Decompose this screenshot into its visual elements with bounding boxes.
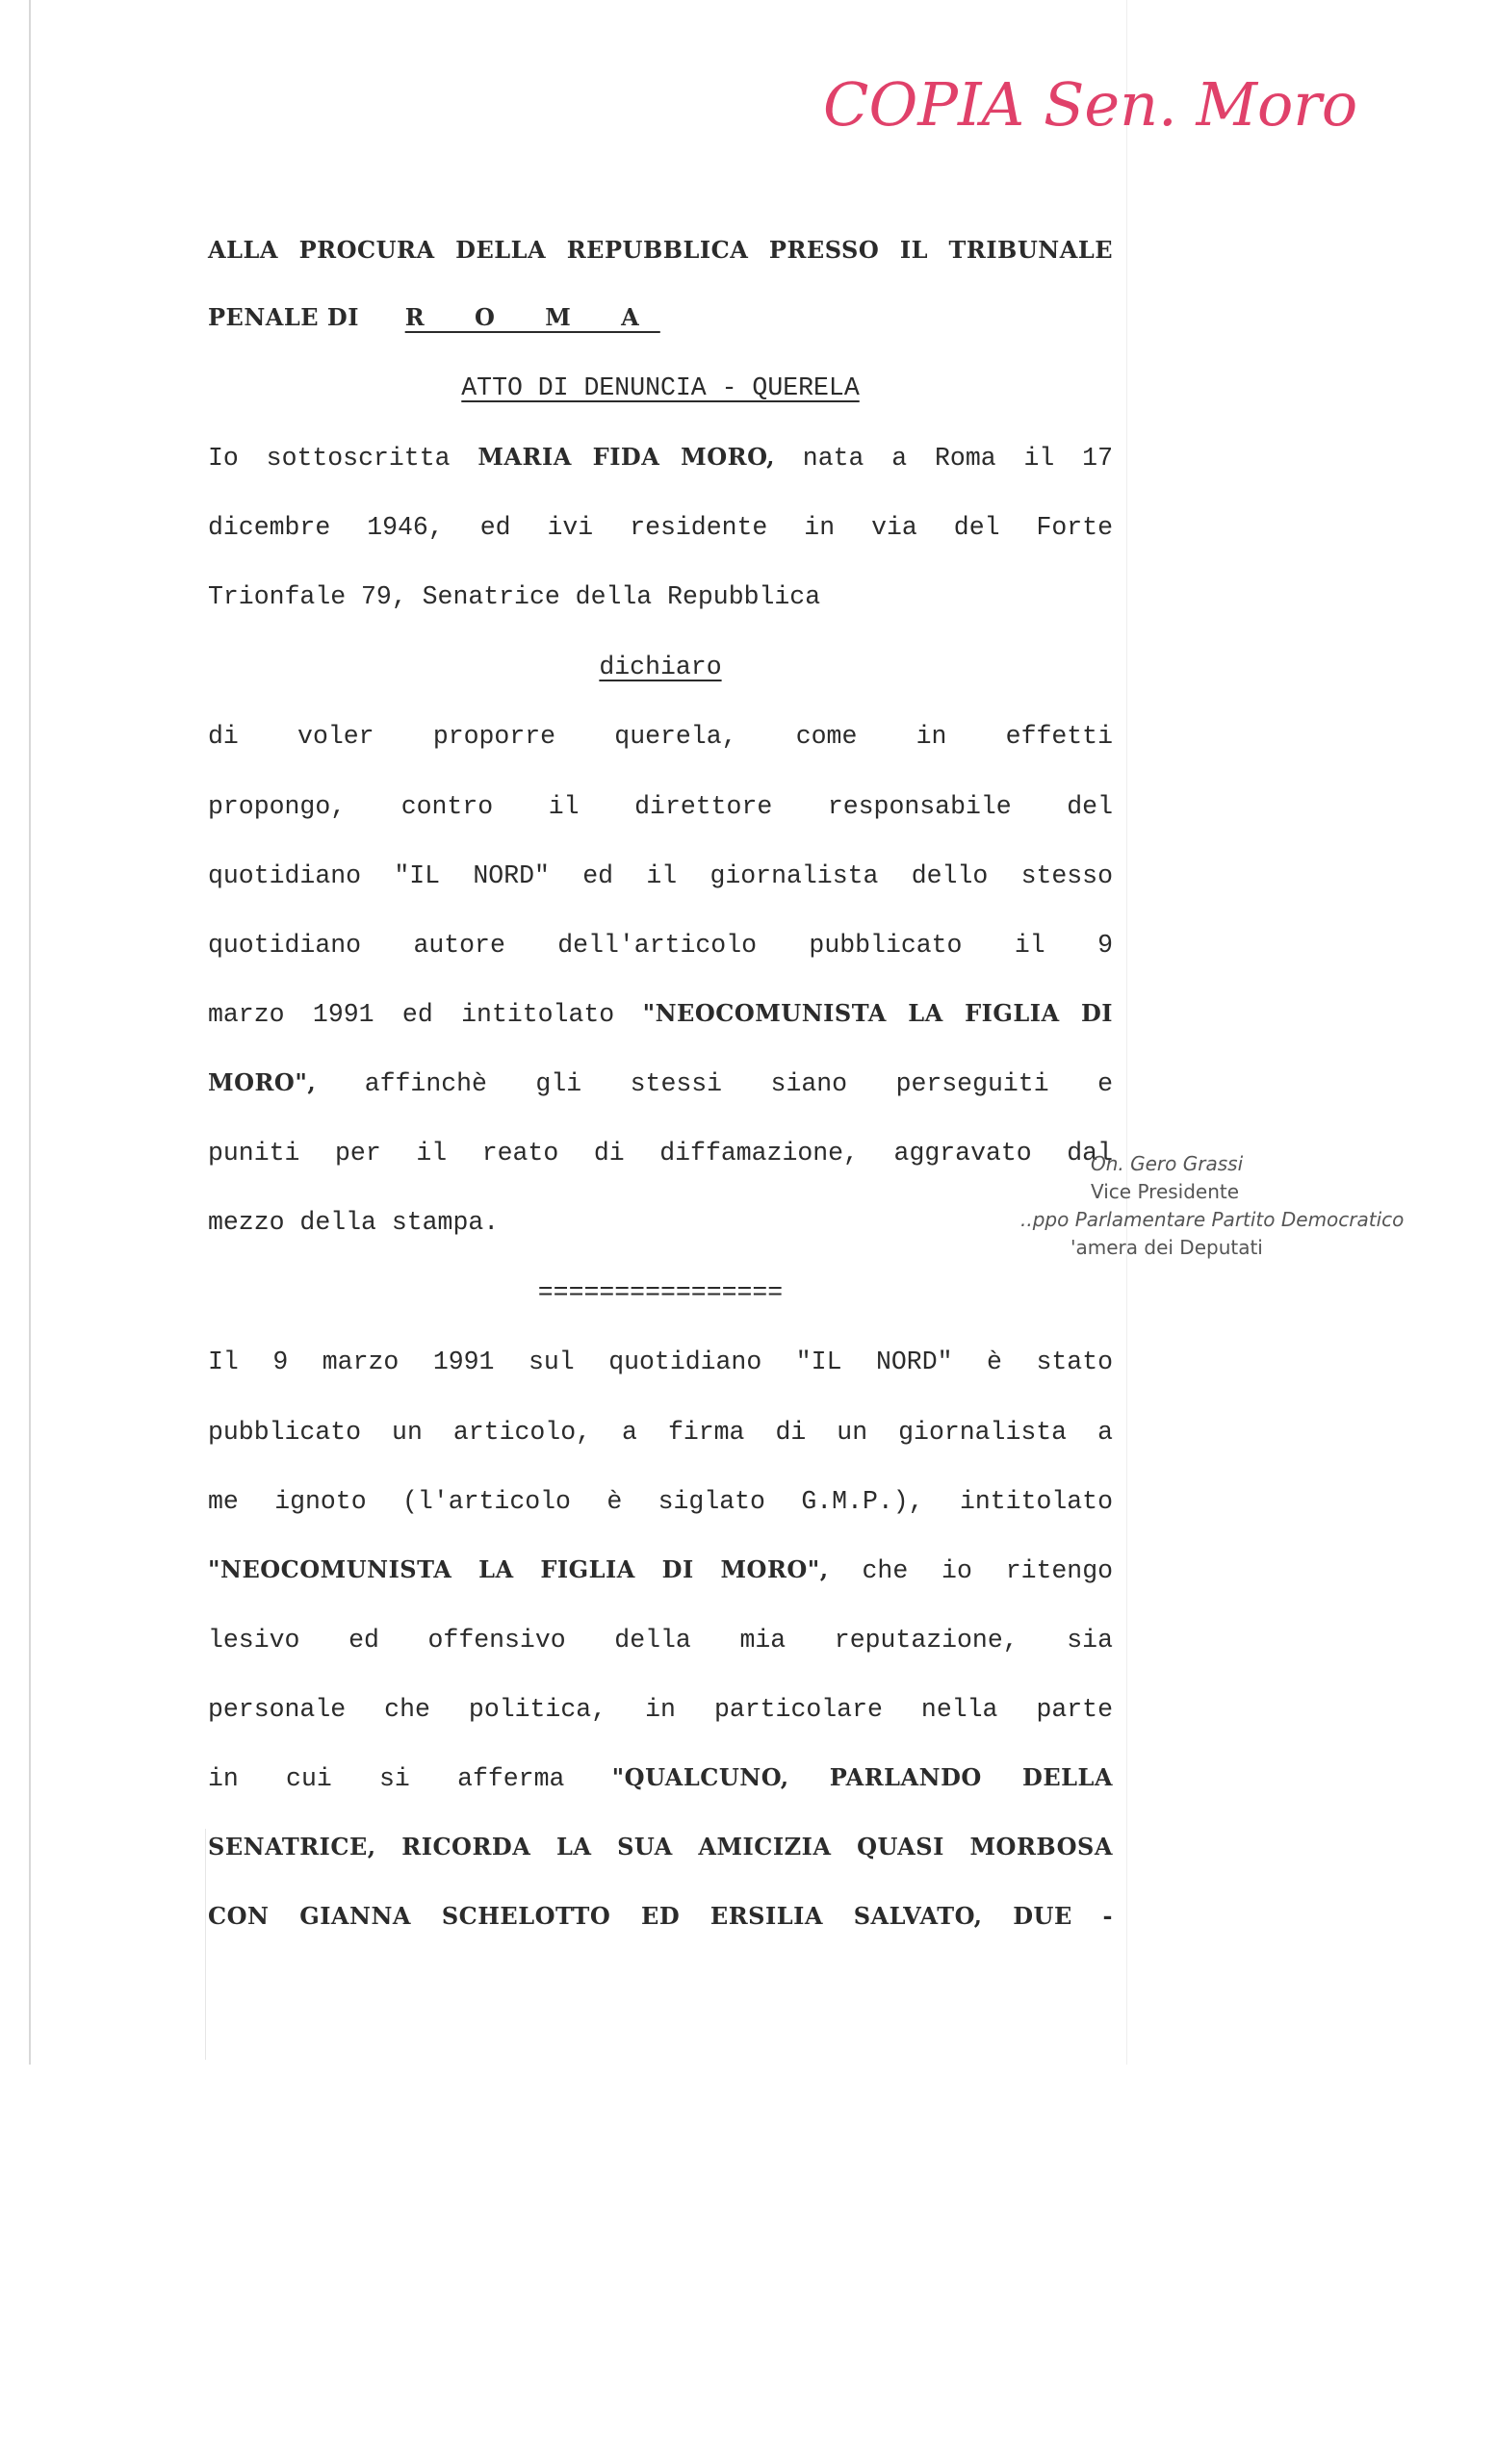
handwritten-note: COPIA Sen. Moro [823,69,1358,140]
intro-line: Trionfale 79, Senatrice della Repubblica [208,582,821,611]
recipient-line: ALLA PROCURA DELLA REPUBBLICA PRESSO IL TRIBUNALE [208,236,1113,264]
complaint-line: di voler proporre querela, come in effetti [208,722,1113,751]
separator: ================ [537,1278,784,1307]
recipient-prefix: PENALE DI [208,303,359,331]
complaint-line: quotidiano autore dell'articolo pubblicato il 9 [208,931,1113,960]
stamp-chamber: 'amera dei Deputati [1070,1236,1263,1259]
complaint-line: mezzo della stampa. [208,1208,500,1237]
body-line: Il 9 marzo 1991 sul quotidiano "IL NORD" è stato [208,1348,1113,1376]
body-line: me ignoto (l'articolo è siglato G.M.P.), intitolato [208,1487,1113,1516]
body-line: pubblicato un articolo, a firma di un giornalista a [208,1418,1113,1447]
body-line: "NEOCOMUNISTA LA FIGLIA DI MORO", che io ritengo [208,1555,1114,1585]
complaint-line: quotidiano "IL NORD" ed il giornalista dello stesso [208,861,1113,890]
scan-edge [29,0,31,2065]
body-line: SENATRICE, RICORDA LA SUA AMICIZIA QUASI MORBOSA [208,1833,1113,1861]
declaration-heading: dichiaro [599,653,722,681]
margin-line-right [1126,0,1127,2065]
recipient-city-line [208,303,1113,331]
deputy-stamp [963,1150,1425,1262]
stamp-group: ..ppo Parlamentare Partito Democratico [1020,1208,1405,1231]
body-line: personale che politica, in particolare nella parte [208,1695,1113,1724]
complaint-line: MORO", affinchè gli stessi siano perseguiti e [208,1068,1113,1098]
stamp-name: On. Gero Grassi [1091,1152,1244,1175]
intro-line: Io sottoscritta MARIA FIDA MORO, nata a Roma il 17 [208,443,1113,473]
complaint-line: propongo, contro il direttore responsabile del [208,792,1113,821]
complaint-line: puniti per il reato di diffamazione, aggravato dal [208,1139,1113,1168]
document-title: ATTO DI DENUNCIA - QUERELA [461,373,860,402]
body-line: in cui si afferma "QUALCUNO, PARLANDO DELLA [208,1763,1113,1793]
stamp-role: Vice Presidente [1091,1180,1240,1203]
body-line: CON GIANNA SCHELOTTO ED ERSILIA SALVATO, DUE - [208,1902,1113,1930]
handwritten-annotation [823,58,1420,164]
complainant-name: MARIA FIDA MORO, [477,443,775,471]
margin-line [205,1829,206,2060]
city-name: R O M A [404,303,660,331]
intro-line: dicembre 1946, ed ivi residente in via del Forte [208,513,1113,542]
body-line: lesivo ed offensivo della mia reputazione, sia [208,1626,1113,1655]
complaint-line: marzo 1991 ed intitolato "NEOCOMUNISTA LA FIGLIA DI [208,999,1113,1029]
